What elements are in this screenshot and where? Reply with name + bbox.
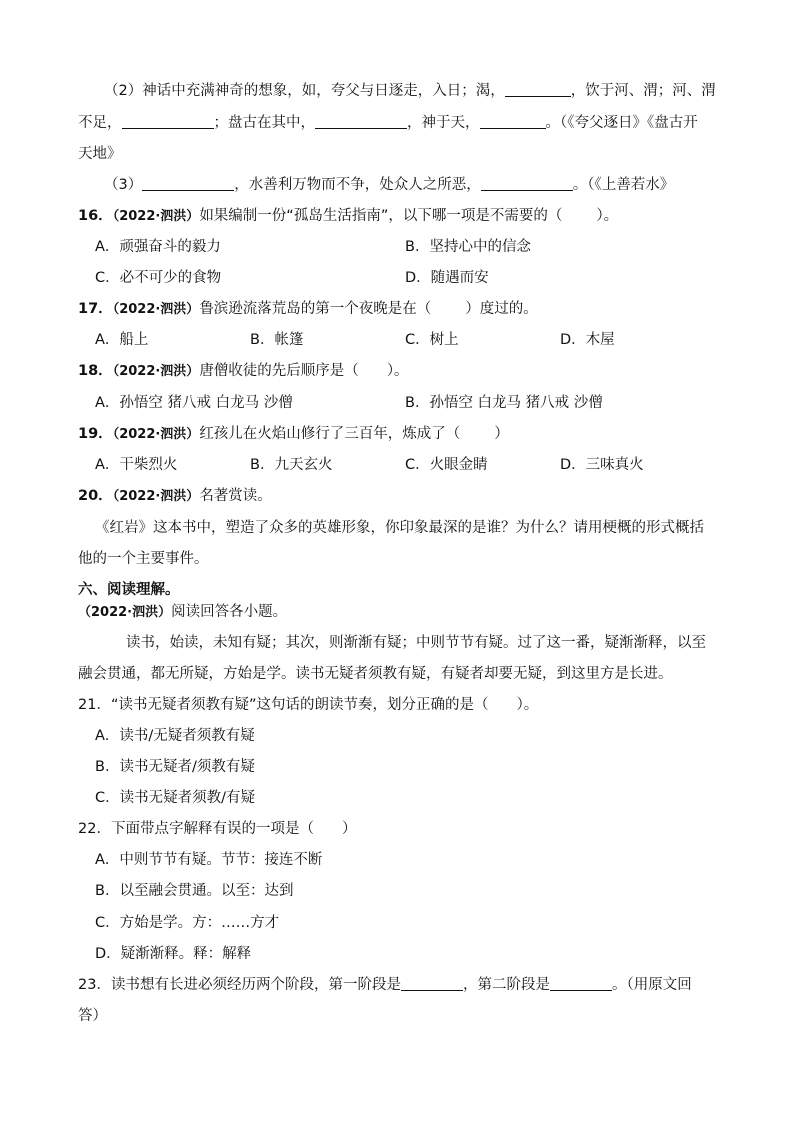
q23-stem: 23．读书想有长进必须经历两个阶段，第一阶段是 ，第二阶段是 。（用原文回 xyxy=(78,977,692,993)
option-d[interactable]: D．木屋 xyxy=(560,332,615,348)
q15-item3: （3） ，水善利万物而不争，处众人之所恶， 。（《上善若水》 xyxy=(104,177,675,193)
q15-item2-line1: （2）神话中充满神奇的想象，如，夸父与日逐走，入日；渴， ，饮于河、渭；河、渭 xyxy=(104,83,716,99)
option-b[interactable]: B．孙悟空 白龙马 猪八戒 沙僧 xyxy=(405,395,603,411)
q21-option-a[interactable]: A．读书/无疑者须教有疑 xyxy=(95,728,255,744)
q17-stem: 17．（2022·泗洪）鲁滨逊流落荒岛的第一个夜晚是在（ ）度过的。 xyxy=(78,301,538,317)
option-a[interactable]: A．顽强奋斗的毅力 xyxy=(95,239,221,255)
option-b[interactable]: B．坚持心中的信念 xyxy=(405,239,531,255)
q20-body-line1: 《红岩》这本书中，塑造了众多的英雄形象，你印象最深的是谁？为什么？请用梗概的形式概括 xyxy=(95,520,704,536)
answer-blank[interactable] xyxy=(122,113,214,129)
q15-item2-line3: 天地》 xyxy=(78,146,122,162)
q15-item2-line2: 不足， ；盘古在其中， ，神于天， 。（《夸父逐日》《盘古开 xyxy=(78,115,698,131)
q22-option-c[interactable]: C．方始是学。方：……方才 xyxy=(95,915,280,931)
passage-line1: 读书，始读，未知有疑；其次，则渐渐有疑；中则节节有疑。过了这一番，疑渐渐释，以至 xyxy=(126,635,706,651)
option-c[interactable]: C．必不可少的食物 xyxy=(95,270,222,286)
q21-option-c[interactable]: C．读书无疑者须教/有疑 xyxy=(95,790,256,806)
answer-blank[interactable] xyxy=(142,175,234,191)
section-intro: （2022·泗洪）阅读回答各小题。 xyxy=(78,604,288,620)
answer-blank[interactable] xyxy=(315,113,407,129)
answer-blank[interactable] xyxy=(401,975,463,991)
answer-blank[interactable] xyxy=(480,113,546,129)
q23-stem-cont: 答） xyxy=(78,1008,107,1024)
option-a[interactable]: A．干柴烈火 xyxy=(95,457,178,473)
option-c[interactable]: C．树上 xyxy=(405,332,459,348)
option-c[interactable]: C．火眼金睛 xyxy=(405,457,488,473)
q22-option-a[interactable]: A．中则节节有疑。节节：接连不断 xyxy=(95,852,323,868)
q16-stem: 16．（2022·泗洪）如果编制一份“孤岛生活指南”，以下哪一项是不需要的（ ）。 xyxy=(78,208,619,224)
q20-stem: 20．（2022·泗洪）名著赏读。 xyxy=(78,488,272,504)
option-b[interactable]: B．帐篷 xyxy=(250,332,304,348)
q21-stem: 21．“读书无疑者须教有疑”这句话的朗读节奏，划分正确的是（ ）。 xyxy=(78,697,539,713)
option-a[interactable]: A．孙悟空 猪八戒 白龙马 沙僧 xyxy=(95,395,293,411)
q19-stem: 19．（2022·泗洪）红孩儿在火焰山修行了三百年，炼成了（ ） xyxy=(78,426,509,442)
answer-blank[interactable] xyxy=(550,975,612,991)
option-a[interactable]: A．船上 xyxy=(95,332,149,348)
answer-blank[interactable] xyxy=(481,175,573,191)
q20-body-line2: 他的一个主要事件。 xyxy=(78,551,209,567)
option-d[interactable]: D．三味真火 xyxy=(560,457,644,473)
q18-stem: 18．（2022·泗洪）唐僧收徒的先后顺序是（ ）。 xyxy=(78,363,409,379)
passage-line2: 融会贯通，都无所疑，方始是学。读书无疑者须教有疑，有疑者却要无疑，到这里方是长进。 xyxy=(78,666,673,682)
q22-option-b[interactable]: B．以至融会贯通。以至：达到 xyxy=(95,883,294,899)
answer-blank[interactable] xyxy=(505,81,571,97)
option-b[interactable]: B．九天玄火 xyxy=(250,457,333,473)
section-heading: 六、阅读理解。 xyxy=(78,582,180,598)
q22-option-d[interactable]: D．疑渐渐释。释：解释 xyxy=(95,946,252,962)
option-d[interactable]: D．随遇而安 xyxy=(405,270,489,286)
q22-stem: 22．下面带点字解释有误的一项是（ ） xyxy=(78,821,357,837)
q21-option-b[interactable]: B．读书无疑者/须教有疑 xyxy=(95,759,255,775)
